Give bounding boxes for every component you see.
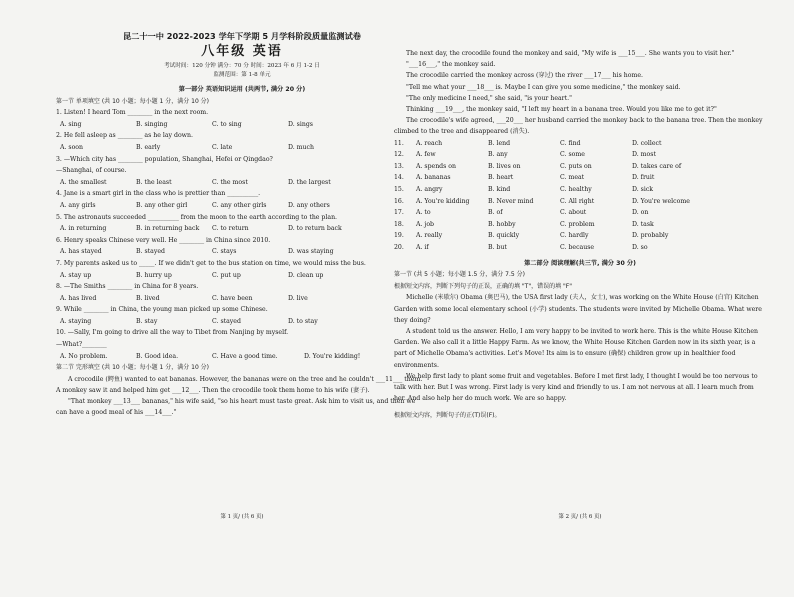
cloze-option: C. All right [560, 197, 595, 205]
option: A. soon [60, 143, 84, 151]
options-8 [56, 293, 428, 305]
cloze-question-number: 17. [394, 209, 404, 217]
options-1 [56, 119, 428, 131]
cloze-option: C. hardly [560, 232, 589, 240]
cloze-option-row [394, 230, 766, 242]
cloze-option: D. most [632, 151, 656, 159]
cloze-paragraph-7: "The only medicine I need," she said, "is your heart." [406, 94, 572, 102]
cloze-option: A. really [416, 232, 443, 240]
option: D. live [288, 294, 308, 302]
cloze-option-row [394, 196, 766, 208]
option: C. put up [212, 271, 241, 279]
cloze-option: B. lives on [488, 162, 521, 170]
options-6 [56, 246, 428, 258]
option: D. to return back [288, 225, 342, 233]
cloze-option: C. about [560, 209, 587, 217]
options-7 [56, 270, 428, 282]
cloze-options-table [394, 138, 766, 254]
cloze-option: A. reach [416, 139, 443, 147]
cloze-option: B. heart [488, 174, 514, 182]
question-9: 9. While ________ in China, the young man picked up some Chinese. [56, 306, 268, 314]
cloze-option: B. hobby [488, 220, 516, 228]
section-two-heading: 第二节 完形填空 (共 10 小题；每小题 1 分，满分 10 分) [56, 364, 210, 372]
cloze-option: D. You're welcome [632, 197, 690, 205]
part-two-heading: 第二部分 阅读理解(共三节, 满分 30 分) [524, 259, 636, 267]
option: A. sing [60, 120, 82, 128]
option: A. has lived [60, 294, 97, 302]
option: A. has stayed [60, 248, 102, 256]
cloze-question-number: 20. [394, 243, 404, 251]
cloze-paragraph-4: "___16___," the monkey said. [406, 61, 496, 69]
cloze-option-row [394, 219, 766, 231]
cloze-option: D. sick [632, 186, 654, 193]
option: D. any others [288, 201, 330, 209]
option: A. staying [60, 317, 92, 325]
options-2 [56, 142, 428, 154]
option: B. Good idea. [136, 352, 179, 360]
right-page-footer: 第 2 页/ (共 6 页) [558, 514, 602, 520]
options-4 [56, 200, 428, 212]
cloze-option: A. to [416, 209, 431, 217]
left-page [56, 0, 428, 549]
cloze-option: C. puts on [560, 162, 592, 170]
cloze-option: A. bananas [416, 174, 451, 182]
cloze-option: D. so [632, 243, 648, 251]
option: B. hurry up [136, 271, 172, 279]
option: D. clean up [288, 271, 324, 279]
option: B. lived [136, 294, 160, 302]
option: C. have been [212, 294, 253, 302]
cloze-option: B. Never mind [488, 197, 534, 205]
option: C. the most [212, 178, 248, 186]
cloze-question-number: 12. [394, 151, 404, 159]
question-1: 1. Listen! I heard Tom ________ in the next room. [56, 109, 209, 117]
reading-section-heading: 第一节 (共 5 小题；每小题 1.5 分，满分 7.5 分) [394, 271, 525, 279]
cloze-option-row [394, 207, 766, 219]
option: D. was staying [288, 248, 334, 256]
options-5 [56, 223, 428, 235]
cloze-option: C. find [560, 139, 581, 147]
cloze-option-row [394, 184, 766, 196]
option: A. any girls [60, 201, 96, 209]
exam-subtitle: 八年级 英语 [201, 44, 283, 59]
cloze-question-number: 13. [394, 162, 404, 170]
option: B. early [136, 143, 161, 151]
options-9 [56, 316, 428, 328]
cloze-option: A. angry [416, 186, 443, 193]
option: B. in returning back [136, 225, 200, 233]
option: D. to stay [288, 317, 318, 325]
reading-paragraph-1: Michelle (米歇尔) Obama (奥巴马), the USA first lady (夫人，女士), was working on the White House (白宫) Kitchen Garden with some local elementary school (小学) students. The students were invited by Michelle Obama. What were they doing? [394, 294, 762, 324]
right-page [394, 0, 766, 597]
option: B. singing [136, 120, 168, 128]
cloze-option: C. meat [560, 174, 585, 182]
cloze-option: C. problem [560, 220, 595, 228]
cloze-paragraph-9: The crocodile's wife agreed, ___20___ her husband carried the monkey back to the banana tree. Then the monkey climbed to the tree and disappeared (消失). [394, 117, 763, 136]
reading-paragraph-3: We help first lady to plant some fruit and vegetables. Before I met first lady, I thought I would be too nervous to talk with her. But I was wrong. First lady is very kind and friendly to us. I am not nervous at all. I learn much from her. And also help her do much work. We are so happy. [394, 372, 758, 403]
cloze-option: D. collect [632, 139, 662, 147]
cloze-option: C. some [560, 151, 585, 159]
exam-meta: 考试时间：120 分钟 满分：70 分 时间：2023 年 6 月 1-2 日 [164, 63, 320, 69]
option: A. stay up [60, 271, 92, 279]
question-8: 8. —The Smiths ________ in China for 8 years. [56, 283, 199, 291]
option: C. to sing [212, 120, 242, 128]
cloze-option: C. healthy [560, 186, 592, 193]
cloze-option-row [394, 161, 766, 173]
section-one-heading: 第一节 单项填空 (共 10 小题；每小题 1 分，满分 10 分) [56, 97, 210, 105]
option: A. No problem. [60, 352, 108, 360]
reading-judge-instructions: 根据短文内容，判断句子的正(T)误(F)。 [394, 412, 501, 420]
option: B. any other girl [136, 201, 188, 209]
question-7: 7. My parents asked us to _____. If we didn't get to the bus station on time, we would miss the bus. [56, 259, 366, 267]
option: B. stay [136, 317, 158, 325]
question-5: 5. The astronauts succeeded __________ from the moon to the earth according to the plan. [56, 213, 338, 221]
options-10 [56, 351, 428, 363]
part-one-heading: 第一部分 英语知识运用 (共两节, 满分 20 分) [178, 86, 306, 93]
option: D. You're kidding! [304, 352, 361, 360]
cloze-question-number: 14. [394, 174, 404, 182]
option: C. to return [212, 225, 249, 233]
cloze-option: B. of [488, 209, 503, 217]
question-3: 3. —Which city has ________ population, Shanghai, Hefei or Qingdao? [56, 155, 273, 163]
option: C. stayed [212, 317, 241, 325]
left-page-footer: 第 1 页/ (共 6 页) [220, 514, 264, 520]
cloze-question-number: 19. [394, 232, 404, 240]
cloze-option: B. quickly [488, 232, 520, 240]
cloze-option: D. fruit [632, 174, 655, 182]
cloze-option-row [394, 149, 766, 161]
question-6: 6. Henry speaks Chinese very well. He ________ in China since 2010. [56, 236, 271, 244]
exam-title: 昆二十一中 2022-2023 学年下学期 5 月学科阶段质量监测试卷 [122, 31, 361, 41]
question-10-answer-line: —What?________ [56, 341, 107, 349]
cloze-paragraph-8: Thinking ___19___, the monkey said, "I left my heart in a banana tree. Would you like me to get it?" [406, 106, 717, 114]
cloze-paragraph-3: The next day, the crocodile found the monkey and said, "My wife is ___15___. She wants you to visit her." [406, 50, 735, 57]
option: B. the least [136, 178, 172, 186]
cloze-option: A. job [416, 220, 435, 228]
cloze-paragraph-2: "That monkey ___13___ bananas," his wife said, "so his heart must taste great. Ask him to visit us, and then we can have a good meal of his ___14___." [56, 398, 416, 417]
question-3-answer-line: —Shanghai, of course. [56, 167, 127, 175]
cloze-question-number: 18. [394, 220, 404, 228]
option: C. Have a good time. [212, 352, 278, 360]
cloze-option: D. takes care of [632, 162, 682, 170]
cloze-option: D. task [632, 220, 654, 228]
cloze-question-number: 11. [394, 139, 404, 147]
cloze-option: A. few [416, 151, 436, 159]
option: A. the smallest [60, 178, 107, 186]
cloze-option: C. because [560, 243, 595, 251]
cloze-option: A. if [416, 243, 429, 251]
cloze-paragraph-6: "Tell me what your ___18___ is. Maybe I can give you some medicine," the monkey said. [406, 83, 681, 91]
cloze-paragraph-1: A crocodile (鳄鱼) wanted to eat bananas. However, the bananas were on the tree and he couldn't ___11___ them. A monkey saw it and helped him get ___12___. Then the crocodile took them home to his wife (妻子). [56, 375, 423, 395]
cloze-paragraph-5: The crocodile carried the monkey across (穿过) the river ___17___ his home. [406, 72, 643, 80]
option: D. much [288, 143, 314, 151]
cloze-option: D. probably [632, 232, 669, 240]
cloze-option: A. spends on [416, 162, 456, 170]
cloze-option: D. on [632, 209, 649, 217]
cloze-question-number: 15. [394, 186, 404, 193]
reading-instructions: 根据短文内容，判断下列句子的正误，正确的填 "T"，错误的填 "F" [394, 282, 572, 290]
option: C. stays [212, 248, 237, 256]
option: A. in returning [60, 225, 107, 233]
cloze-option: A. You're kidding [416, 197, 470, 205]
cloze-option: B. but [488, 243, 507, 251]
option: D. sings [288, 120, 313, 128]
cloze-option-row [394, 242, 766, 254]
reading-paragraph-2: A student told us the answer. Hello, I am very happy to be invited to work here. This is the white House Kitchen Garden. We also call it a little Happy Farm. As we know, the White House Kitchen Garden now in its sixth year, is a part of Michelle Obama's activities. Let's Move! Its aim is to ensure (确保) children grow up in healthier food environments. [394, 327, 759, 369]
option: C. any other girls [212, 201, 267, 209]
question-4: 4. Jane is a smart girl in the class who is prettier than __________. [56, 190, 261, 198]
option: B. stayed [136, 248, 165, 256]
exam-scope: 监测范围：第 1-8 单元 [213, 72, 271, 78]
cloze-option: B. kind [488, 186, 511, 193]
cloze-question-number: 16. [394, 197, 404, 205]
cloze-option: B. any [488, 151, 508, 159]
cloze-option-row [394, 172, 766, 184]
cloze-option: B. lend [488, 139, 511, 147]
question-2: 2. He fell asleep as ________ as he lay down. [56, 132, 193, 140]
cloze-option-row [394, 138, 766, 150]
option: C. late [212, 143, 233, 151]
question-10: 10. —Sally, I'm going to drive all the way to Tibet from Nanjing by myself. [56, 329, 289, 337]
option: D. the largest [288, 178, 331, 186]
options-3 [56, 177, 428, 189]
